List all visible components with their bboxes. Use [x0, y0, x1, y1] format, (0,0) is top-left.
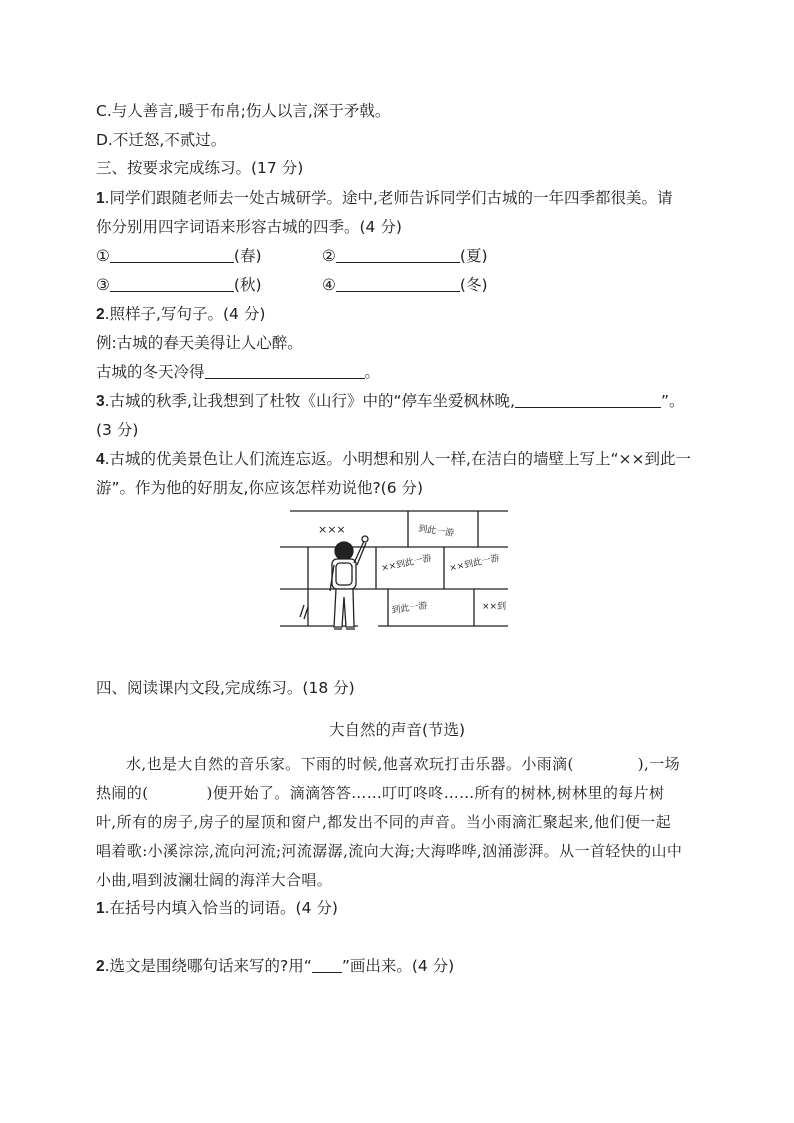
question-1-text-a: .同学们跟随老师去一处古城研学。途中,老师告诉同学们古城的一年四季都很美。请: [104, 189, 673, 207]
reading-question-1-text: .在括号内填入恰当的词语。(4 分): [104, 899, 338, 917]
blank-2-label: ②: [322, 247, 336, 265]
question-2-text: .照样子,写句子。(4 分): [104, 305, 266, 323]
reading-question-1-number: 1: [96, 900, 105, 917]
question-2-answer-line[interactable]: [205, 362, 365, 379]
question-4-line-2: 游”。作为他的好朋友,你应该怎样劝说他?(6 分): [96, 479, 424, 497]
blank-row-2b: [322, 275, 488, 295]
question-2-task: [96, 362, 380, 382]
passage-line-1-b: ),一场: [637, 755, 681, 773]
blank-3-answer-line[interactable]: [110, 275, 234, 292]
blank-row-2: [96, 275, 262, 295]
passage-title: 大自然的声音(节选): [328, 721, 466, 739]
wall-text-6: ××到: [482, 602, 507, 612]
passage-line-5: 小曲,唱到波澜壮阔的海洋大合唱。: [96, 871, 333, 889]
question-3-number: 3: [96, 393, 105, 410]
passage-line-4: 唱着歌:小溪淙淙,流向河流;河流潺潺,流向大海;大海哗哗,汹涌澎湃。从一首轻快的山中: [96, 842, 683, 860]
question-3-text: .古城的秋季,让我想到了杜牧《山行》中的“停车坐爱枫林晚,: [104, 392, 515, 410]
passage-line-2-a: 热闹的(: [96, 784, 149, 802]
blank-1-label: ①: [96, 247, 110, 265]
wall-text-1: ×××: [318, 523, 346, 536]
question-2-heading: [96, 304, 265, 325]
reading-question-2-number: 2: [96, 958, 105, 975]
passage-line-1-a: 水,也是大自然的音乐家。下雨的时候,他喜欢玩打击乐器。小雨滴(: [126, 755, 574, 773]
question-2-number: 2: [96, 306, 105, 323]
blank-row-1: [96, 246, 262, 266]
section-4-heading: 四、阅读课内文段,完成练习。(18 分): [96, 679, 355, 697]
blank-2-answer-line[interactable]: [336, 246, 460, 263]
reading-question-2-text-b: ”画出来。(4 分): [341, 957, 455, 975]
blank-1-season: (春): [233, 247, 262, 265]
wall-text-3: ××到此一游: [380, 553, 433, 574]
question-1-line-2: 你分别用四字词语来形容古城的四季。(4 分): [96, 218, 402, 236]
underline-symbol: [312, 956, 342, 973]
question-3-score: (3 分): [96, 421, 139, 439]
wall-text-4: ××到此一游: [448, 553, 501, 574]
question-4-line-1: [96, 449, 691, 470]
question-2-task-text: 古城的冬天冷得: [96, 363, 205, 381]
question-2-example: 例:古城的春天美得让人心醉。: [96, 334, 303, 352]
question-4-number: 4: [96, 451, 105, 468]
passage-line-3: 叶,所有的房子,房子的屋顶和窗户,都发出不同的声音。当小雨滴汇聚起来,他们便一起: [96, 813, 672, 831]
question-3-answer-line[interactable]: [515, 391, 661, 408]
question-1-number: 1: [96, 190, 105, 207]
wall-text-2: 到此一游: [417, 524, 455, 539]
passage-body: [96, 750, 698, 895]
passage-line-2: [96, 779, 698, 808]
blank-2-season: (夏): [459, 247, 488, 265]
blank-1-answer-line[interactable]: [110, 246, 234, 263]
reading-question-1: [96, 898, 338, 919]
blank-4-season: (冬): [459, 276, 488, 294]
question-3-line-1: [96, 391, 684, 412]
section-3-heading: 三、按要求完成练习。(17 分): [96, 159, 304, 177]
option-d: D.不迁怒,不贰过。: [96, 131, 227, 149]
blank-4-answer-line[interactable]: [336, 275, 460, 292]
blank-row-1b: [322, 246, 488, 266]
passage-line-2-b: )便开始了。滴滴答答……叮叮咚咚……所有的树林,树林里的每片树: [206, 784, 665, 802]
boy-writing-on-wall-illustration: [278, 505, 510, 635]
passage-line-1: [96, 750, 698, 779]
question-3-text-end: ”。: [660, 392, 685, 410]
question-2-period: 。: [364, 363, 381, 381]
blank-4-label: ④: [322, 276, 336, 294]
option-c: C.与人善言,暖于布帛;伤人以言,深于矛戟。: [96, 102, 391, 120]
blank-3-label: ③: [96, 276, 110, 294]
reading-question-2: [96, 956, 454, 977]
question-4-text-a: .古城的优美景色让人们流连忘返。小明想和别人一样,在洁白的墙壁上写上“××到此一: [104, 450, 691, 468]
reading-question-2-text-a: .选文是围绕哪句话来写的?用“: [104, 957, 312, 975]
blank-3-season: (秋): [233, 276, 262, 294]
wall-text-5: 到此一游: [391, 601, 429, 616]
question-1-line-1: [96, 188, 672, 209]
